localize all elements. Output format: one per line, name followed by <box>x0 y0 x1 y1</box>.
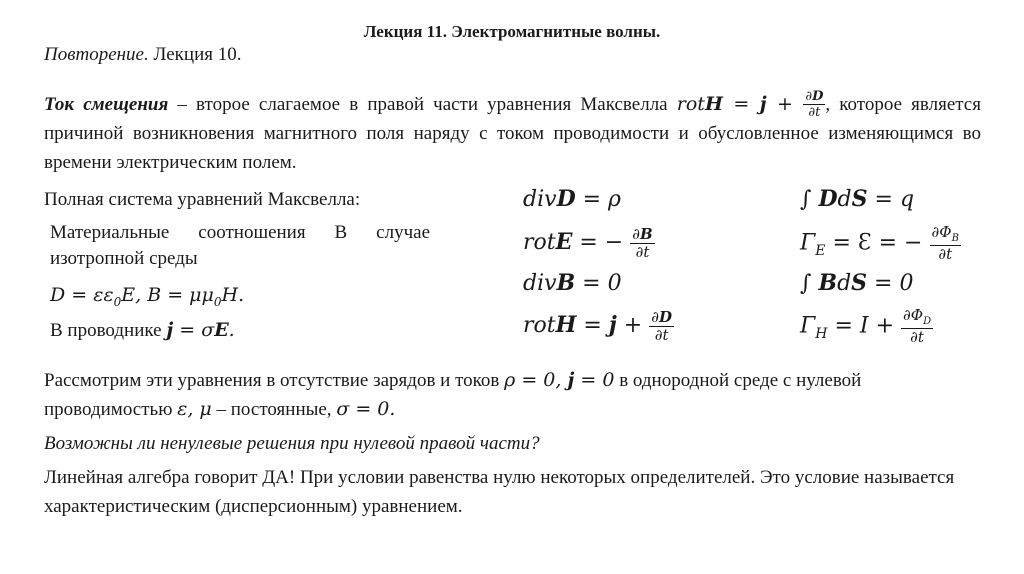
review-line <box>44 42 241 67</box>
question: Возможны ли ненулевые решения при нулевой правой части? <box>44 433 540 454</box>
eq-gamma-h: $\Gamma_H = I$ + $\frac{\partial\Phi_D}{\partial t}$ <box>800 306 932 346</box>
consider-text-3: – постоянные, <box>216 399 332 420</box>
displacement-paragraph <box>44 90 981 177</box>
displacement-term: Ток смещения <box>44 94 169 115</box>
eq-gamma-e: $\Gamma_E$ = Ɛ = − $\frac{\partial\Phi_B}{\partial t}$ <box>800 223 959 263</box>
eq-int-bs: ∫ BdS = 0 <box>800 270 914 296</box>
eq-rot-e: rotE = − $\frac{\partial B}{\partial t}$ <box>523 224 653 261</box>
material-text: Материальные соотношения В случае изотропной среды <box>50 222 430 269</box>
conductor-label: В проводнике <box>50 320 167 341</box>
displacement-text-after: , которое является причиной возникновения магнитного поля наряду с током проводимости и обусловленное изменяющимся во времени электрическим полем. <box>44 94 981 173</box>
eq-int-ds: ∫ DdS = q <box>800 186 915 212</box>
eq-rot-h: rotH = j + $\frac{\partial D}{\partial t}$ <box>523 307 672 344</box>
maxwell-inline-formula: rotH = j + $\frac{\partial D}{\partial t}$ <box>676 89 824 120</box>
eq-div-b: divB = 0 <box>523 270 622 296</box>
page-title: Лекция 11. Электромагнитные волны. <box>363 22 661 41</box>
consider-paragraph: Рассмотрим эти уравнения в отсутствие зарядов и токов ρ = 0, j = 0 в однородной среде с нулевой проводимостью ε, μ – постоянные, σ = 0. <box>44 369 862 420</box>
review-label: Повторение. <box>44 44 149 65</box>
full-system-label: Полная система уравнений Максвелла: <box>44 189 361 210</box>
eq-div-d: divD = ρ <box>523 186 621 212</box>
material-formula: $D = \varepsilon\varepsilon_0E$, $B = \mu\mu_0H$. <box>50 284 245 309</box>
consider-text-2: в однородной среде с нулевой проводимостью <box>44 370 862 420</box>
displacement-text-before: – второе слагаемое в правой части уравнения Максвелла <box>168 94 677 115</box>
answer: Линейная алгебра говорит ДА! При условии равенства нулю некоторых определителей. Это условие называется характеристическим (дисперсионным) уравнением. <box>44 467 955 517</box>
review-text: Лекция 10. <box>153 44 242 65</box>
consider-text: Рассмотрим эти уравнения в отсутствие зарядов и токов <box>44 370 500 391</box>
conductor-line: В проводнике j = σE. <box>50 319 235 341</box>
